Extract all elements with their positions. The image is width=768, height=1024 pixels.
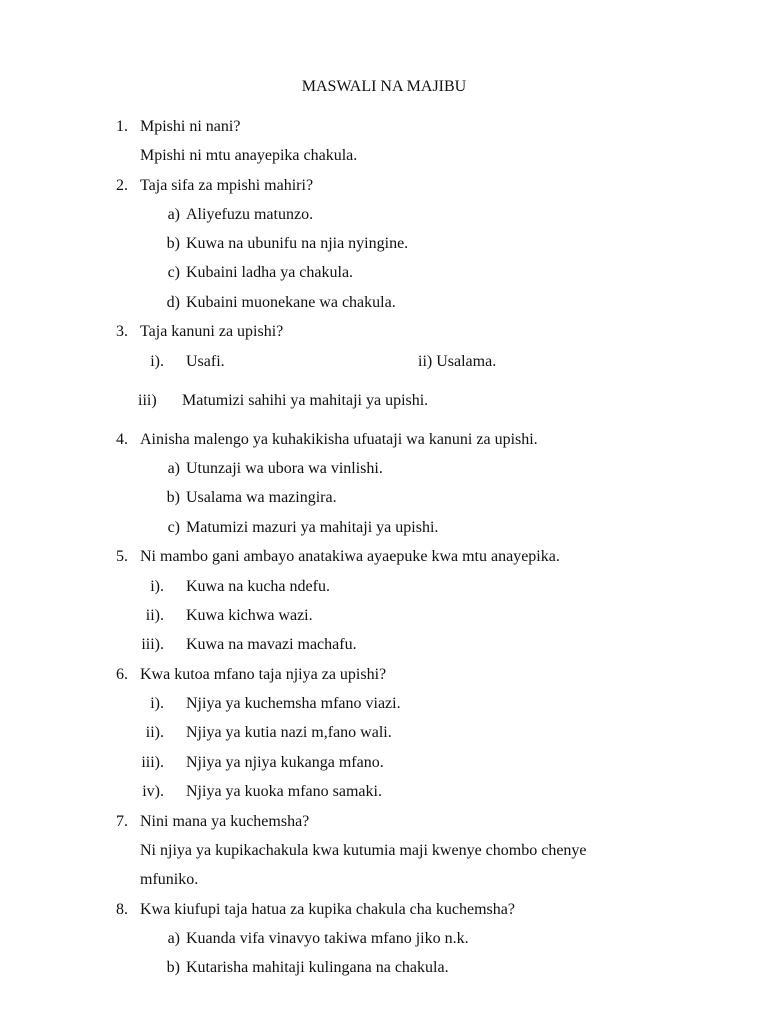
list-item: ii) Usalama. bbox=[418, 353, 497, 370]
list-item-label: i). bbox=[150, 353, 164, 370]
list-item-label: ii). bbox=[145, 724, 164, 741]
question-text: Kwa kiufupi taja hatua za kupika chakula cha kuchemsha? bbox=[140, 901, 515, 918]
list-item: Njiya ya kuoka mfano samaki. bbox=[186, 783, 382, 800]
question-text: Nini mana ya kuchemsha? bbox=[140, 813, 310, 830]
list-item-label: i). bbox=[150, 695, 164, 712]
list-item-label: iii) bbox=[138, 392, 157, 409]
list-item: Kubaini ladha ya chakula. bbox=[186, 264, 354, 281]
question-number: 8. bbox=[116, 901, 128, 918]
question-number: 7. bbox=[116, 813, 128, 830]
list-item: Kutarisha mahitaji kulingana na chakula. bbox=[186, 959, 449, 976]
list-item-label: c) bbox=[167, 264, 180, 281]
list-item-label: d) bbox=[166, 294, 180, 311]
list-item: Utunzaji wa ubora wa vinlishi. bbox=[186, 460, 383, 477]
answer-text: Ni njiya ya kupikachakula kwa kutumia maji kwenye chombo chenye bbox=[140, 842, 587, 859]
list-item: Aliyefuzu matunzo. bbox=[186, 206, 314, 223]
list-item: Kuwa na mavazi machafu. bbox=[186, 636, 357, 653]
list-item-label: i). bbox=[150, 578, 164, 595]
question-number: 2. bbox=[116, 177, 128, 194]
list-item: Matumizi sahihi ya mahitaji ya upishi. bbox=[182, 392, 429, 409]
list-item-label: b) bbox=[166, 489, 180, 506]
question-number: 5. bbox=[116, 548, 128, 565]
question-number: 1. bbox=[116, 118, 128, 135]
list-item-label: b) bbox=[166, 235, 180, 252]
list-item: Usalama wa mazingira. bbox=[186, 489, 337, 506]
page-title: MASWALI NA MAJIBU bbox=[301, 78, 467, 95]
list-item-label: c) bbox=[167, 519, 180, 536]
list-item: Njiya ya kutia nazi m,fano wali. bbox=[186, 724, 392, 741]
list-item-label: a) bbox=[167, 930, 180, 947]
list-item-label: b) bbox=[166, 959, 180, 976]
list-item-label: iii). bbox=[141, 636, 164, 653]
list-item: Kuwa na ubunifu na njia nyingine. bbox=[186, 235, 409, 252]
list-item: Kubaini muonekane wa chakula. bbox=[186, 294, 396, 311]
question-text: Mpishi ni nani? bbox=[140, 118, 241, 135]
list-item-label: iv). bbox=[142, 783, 164, 800]
list-item: Kuwa na kucha ndefu. bbox=[186, 578, 330, 595]
list-item-label: a) bbox=[167, 206, 180, 223]
answer-text: Mpishi ni mtu anayepika chakula. bbox=[140, 147, 358, 164]
list-item: Kuwa kichwa wazi. bbox=[186, 607, 313, 624]
question-number: 6. bbox=[116, 666, 128, 683]
list-item: Njiya ya kuchemsha mfano viazi. bbox=[186, 695, 401, 712]
list-item-label: ii). bbox=[145, 607, 164, 624]
question-number: 3. bbox=[116, 323, 128, 340]
question-text: Taja sifa za mpishi mahiri? bbox=[140, 177, 314, 194]
question-text: Kwa kutoa mfano taja njiya za upishi? bbox=[140, 666, 387, 683]
list-item: Kuanda vifa vinavyo takiwa mfano jiko n.k. bbox=[186, 930, 469, 947]
question-text: Ainisha malengo ya kuhakikisha ufuataji wa kanuni za upishi. bbox=[140, 431, 538, 448]
question-text: Ni mambo gani ambayo anatakiwa ayaepuke kwa mtu anayepika. bbox=[140, 548, 560, 565]
list-item: Matumizi mazuri ya mahitaji ya upishi. bbox=[186, 519, 439, 536]
list-item: Usafi. bbox=[186, 353, 225, 370]
list-item-label: a) bbox=[167, 460, 180, 477]
question-number: 4. bbox=[116, 431, 128, 448]
list-item: Njiya ya njiya kukanga mfano. bbox=[186, 754, 384, 771]
question-text: Taja kanuni za upishi? bbox=[140, 323, 284, 340]
list-item-label: iii). bbox=[141, 754, 164, 771]
answer-text: mfuniko. bbox=[140, 871, 199, 888]
